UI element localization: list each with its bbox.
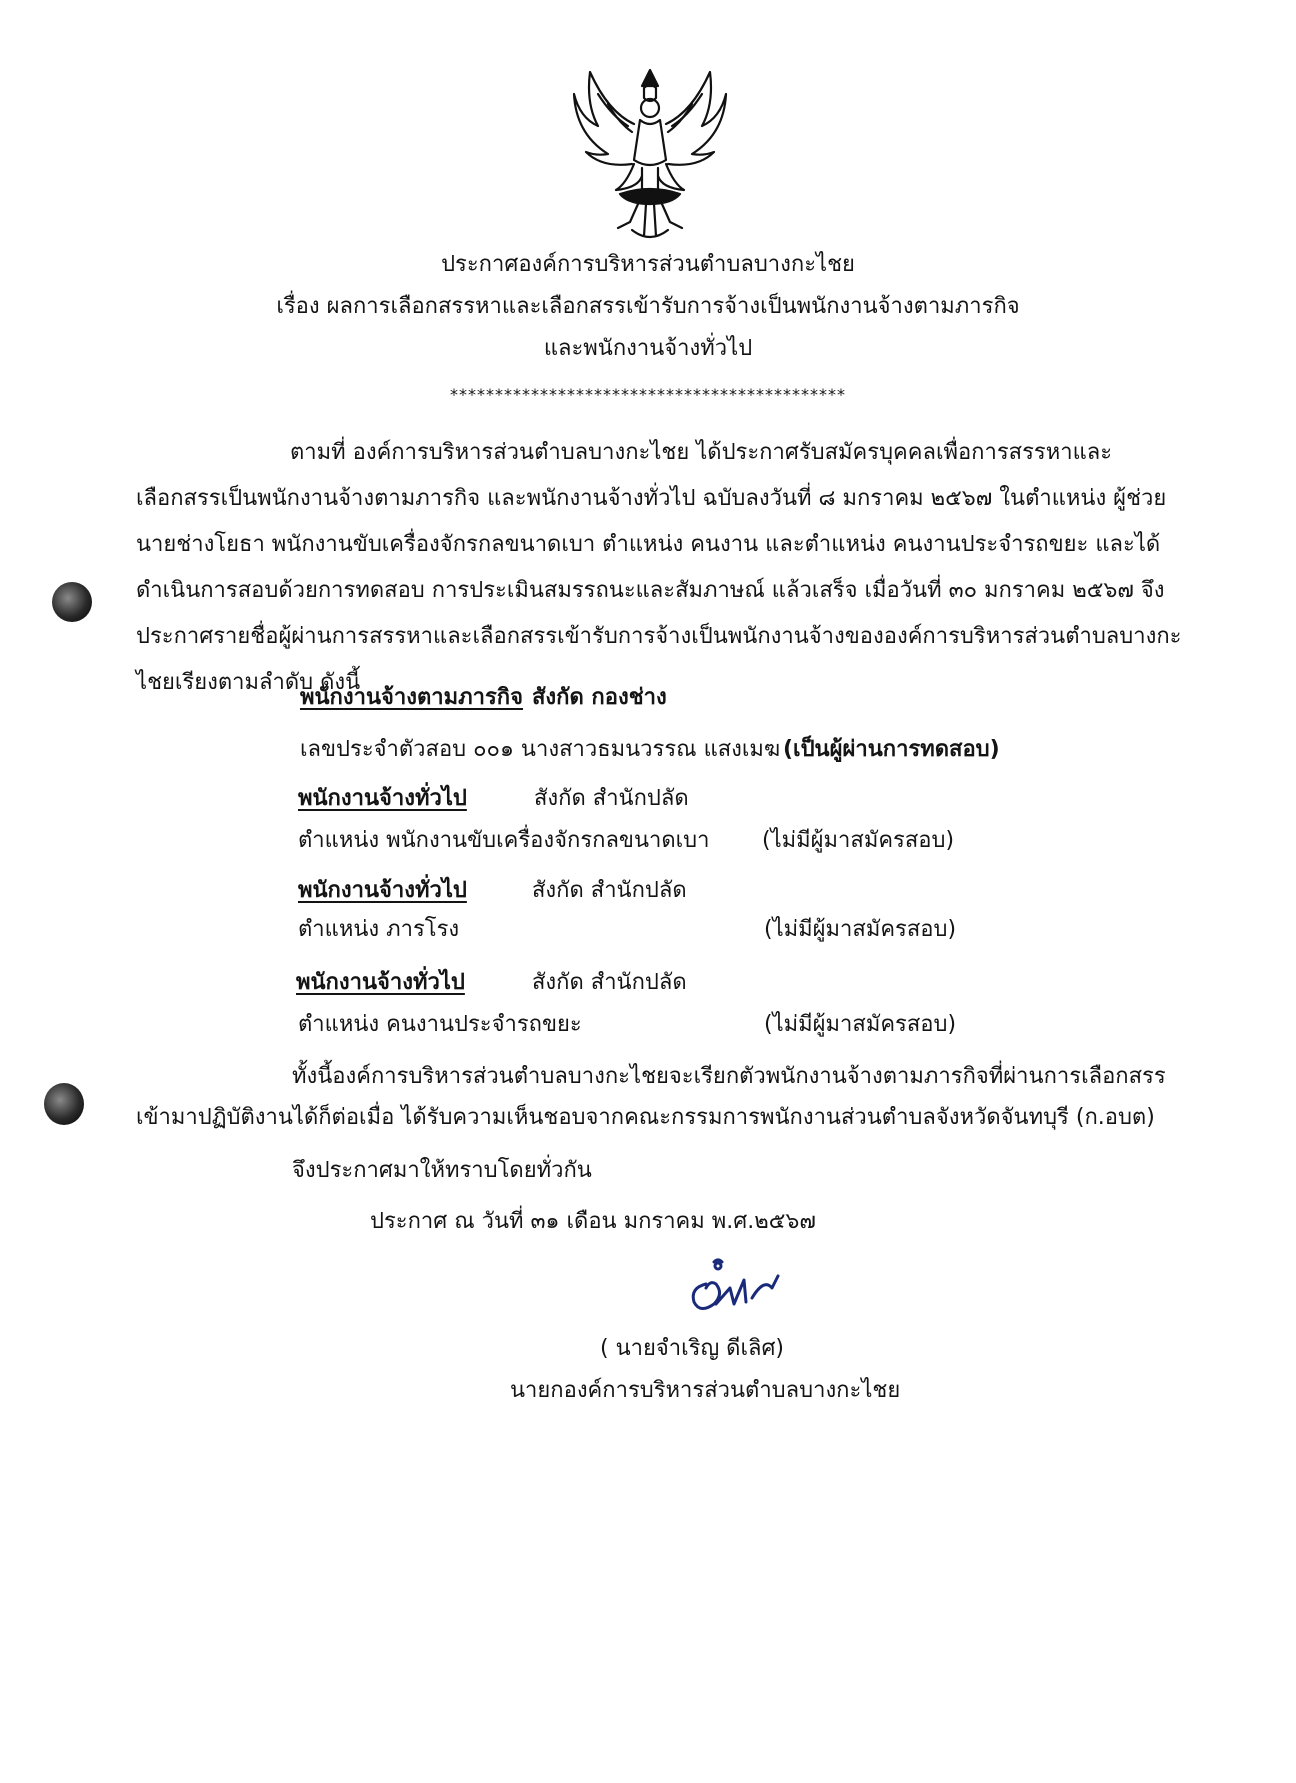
general-dept-3: สังกัด สำนักปลัด	[532, 970, 687, 995]
general-dept-1: สังกัด สำนักปลัด	[534, 786, 689, 811]
intro-paragraph	[136, 430, 1182, 706]
general-position-2: ตำแหน่ง ภารโรง	[298, 917, 460, 942]
general-position-1: ตำแหน่ง พนักงานขับเครื่องจักรกลขนาดเบา	[298, 828, 710, 853]
general-heading-1: พนักงานจ้างทั่วไป	[298, 786, 467, 811]
general-heading-2: พนักงานจ้างทั่วไป	[298, 878, 467, 903]
intro-line: ตามที่ องค์การบริหารส่วนตำบลบางกะไชย ได้ประกาศรับสมัครบุคคลเพื่อการสรรหาและ	[290, 440, 1113, 465]
announce-line: จึงประกาศมาให้ทราบโดยทั่วกัน	[292, 1158, 592, 1183]
punch-hole-icon	[52, 582, 92, 622]
handwritten-signature	[680, 1258, 800, 1322]
general-position-3: ตำแหน่ง คนงานประจำรถขยะ	[298, 1012, 582, 1037]
intro-line: ไชยเรียงตามลำดับ ดังนี้	[136, 670, 361, 695]
general-dept-2: สังกัด สำนักปลัด	[532, 878, 687, 903]
closing-line-2: เข้ามาปฏิบัติงานได้ก็ต่อเมื่อ ได้รับความเห็นชอบจากคณะกรรมการพนักงานส่วนตำบลจังหวัดจันทบุรี (ก.อบต)	[136, 1105, 1155, 1130]
divider-stars: ********************************************	[450, 385, 846, 404]
intro-line: ประกาศรายชื่อผู้ผ่านการสรรหาและเลือกสรรเข้ารับการจ้างเป็นพนักงานจ้างขององค์การบริหารส่วนตำบลบางกะ	[136, 624, 1182, 649]
subject-line-2: และพนักงานจ้างทั่วไป	[543, 336, 753, 361]
general-status-1: (ไม่มีผู้มาสมัครสอบ)	[762, 828, 955, 853]
mission-dept: สังกัด กองช่าง	[532, 685, 667, 710]
intro-line: นายช่างโยธา พนักงานขับเครื่องจักรกลขนาดเบา ตำแหน่ง คนงาน และตำแหน่ง คนงานประจำรถขยะ และได้	[136, 532, 1161, 557]
subject-line-1: เรื่อง ผลการเลือกสรรหาและเลือกสรรเข้ารับการจ้างเป็นพนักงานจ้างตามภารกิจ	[276, 294, 1020, 319]
closing-line-1: ทั้งนี้องค์การบริหารส่วนตำบลบางกะไชยจะเรียกตัวพนักงานจ้างตามภารกิจที่ผ่านการเลือกสรร	[292, 1064, 1166, 1089]
announcement-title: ประกาศองค์การบริหารส่วนตำบลบางกะไชย	[441, 252, 855, 277]
intro-line: ดำเนินการสอบด้วยการทดสอบ การประเมินสมรรถนะและสัมภาษณ์ แล้วเสร็จ เมื่อวันที่ ๓๐ มกราคม ๒๕๖๗ จึง	[136, 578, 1165, 603]
general-heading-3: พนักงานจ้างทั่วไป	[296, 970, 465, 995]
punch-hole-icon	[44, 1083, 84, 1125]
signer-title: นายกองค์การบริหารส่วนตำบลบางกะไชย	[510, 1378, 901, 1403]
announce-date: ประกาศ ณ วันที่ ๓๑ เดือน มกราคม พ.ศ.๒๕๖๗	[370, 1209, 816, 1234]
general-status-3: (ไม่มีผู้มาสมัครสอบ)	[764, 1012, 957, 1037]
garuda-emblem-icon	[568, 64, 732, 244]
mission-heading: พนักงานจ้างตามภารกิจ	[300, 685, 524, 710]
intro-line: เลือกสรรเป็นพนักงานจ้างตามภารกิจ และพนักงานจ้างทั่วไป ฉบับลงวันที่ ๘ มกราคม ๒๕๖๗ ในตำแหน่ง ผู้ช่วย	[136, 486, 1167, 511]
candidate-line: เลขประจำตัวสอบ ๐๐๑ นางสาวธมนวรรณ แสงเมฆ	[300, 737, 781, 762]
signer-name: ( นายจำเริญ ดีเลิศ)	[600, 1336, 785, 1361]
general-status-2: (ไม่มีผู้มาสมัครสอบ)	[764, 917, 957, 942]
candidate-status: (เป็นผู้ผ่านการทดสอบ)	[783, 737, 1000, 762]
